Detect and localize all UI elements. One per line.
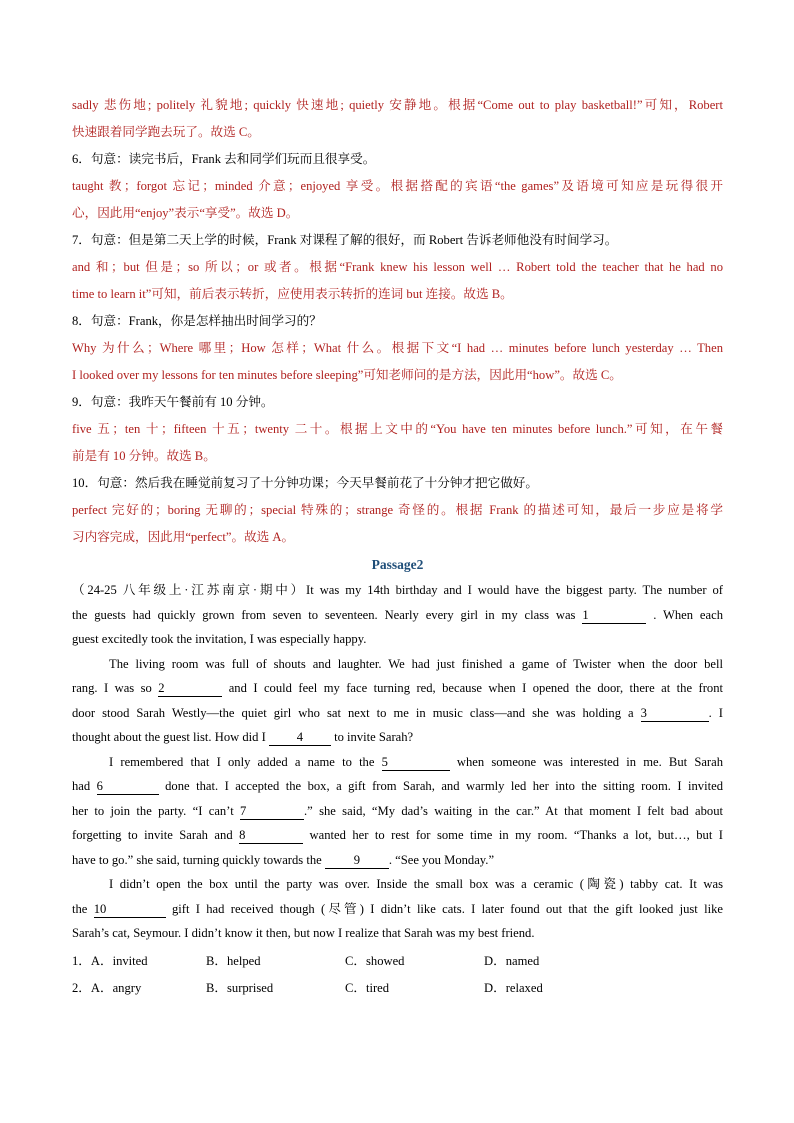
question-translation-line: 9．句意：我昨天午餐前有 10 分钟。 bbox=[72, 395, 274, 409]
blank-9: 9 bbox=[325, 853, 389, 869]
question-translation-line: 7．句意：但是第二天上学的时候，Frank 对课程了解的很好，而 Robert 告诉老师他没有时间学习。 bbox=[72, 233, 618, 247]
passage-text: thought about the guest list. How did I bbox=[72, 730, 269, 744]
passage-text: .” she said, “My dad’s waiting in the car.” At that moment I felt bad about bbox=[304, 803, 723, 818]
passage-text: gift I had received though (尽管) I didn’t like cats. I later found out that the gift looked just like bbox=[165, 901, 723, 916]
passage-text: door stood Sarah Westly—the quiet girl who sat next to me in music class—and she was holding a bbox=[72, 705, 641, 720]
passage-text: her to join the party. “I can’t bbox=[72, 803, 241, 818]
passage-text: . When each bbox=[646, 607, 723, 622]
passage-text: wanted her to rest for some time in my room. “Thanks a lot, but…, but I bbox=[303, 828, 723, 842]
passage-line bbox=[72, 578, 723, 603]
passage-body bbox=[72, 578, 723, 946]
explanation-line: 前是有 10 分钟。故选 B。 bbox=[72, 449, 216, 463]
passage-text: （24-25 八年级上·江苏南京·期中）It was my 14th birthday and I would have the biggest party. The number of bbox=[72, 583, 723, 597]
passage-line bbox=[72, 774, 723, 799]
passage-line bbox=[72, 603, 723, 628]
passage-line bbox=[72, 750, 723, 775]
option-b: B．surprised bbox=[206, 980, 274, 995]
passage-text: and I could feel my face turning red, because when I opened the door, there at the front bbox=[222, 681, 723, 695]
question-translation-line: 10．句意：然后我在睡觉前复习了十分钟功课；今天早餐前花了十分钟才把它做好。 bbox=[72, 476, 538, 490]
question-options-row bbox=[72, 948, 723, 975]
passage-line bbox=[72, 627, 723, 652]
passage-text: rang. I was so bbox=[72, 681, 159, 695]
blank-8: 8 bbox=[239, 828, 303, 844]
explanation-line: taught 教；forgot 忘记；minded 介意；enjoyed 享受。根据搭配的宾语“the games”及语境可知应是玩得很开 bbox=[72, 179, 723, 193]
document-page bbox=[72, 92, 723, 1002]
passage-line bbox=[72, 725, 723, 750]
option-b: B．helped bbox=[206, 953, 261, 968]
blank-2: 2 bbox=[158, 681, 222, 697]
option-a: 1．A．invited bbox=[72, 953, 148, 968]
explanation-line: time to learn it”可知，前后表示转折，应使用表示转折的连词 but 连接。故选 B。 bbox=[72, 287, 513, 301]
blank-7: 7 bbox=[240, 804, 304, 820]
passage-line bbox=[72, 921, 723, 946]
passage-text: the bbox=[72, 901, 94, 916]
blank-3: 3 bbox=[641, 706, 709, 722]
question-translation-line: 8．句意：Frank，你是怎样抽出时间学习的？ bbox=[72, 314, 322, 328]
passage-line bbox=[72, 872, 723, 897]
passage-text: done that. I accepted the box, a gift from Sarah, and warmly led her into the sitting room. I invited bbox=[158, 779, 723, 793]
explanation-line: sadly 悲伤地; politely 礼貌地; quickly 快速地; quietly 安静地。根据“Come out to play basketball!”可知，Robert bbox=[72, 98, 723, 112]
passage-line bbox=[72, 848, 723, 873]
answer-options bbox=[72, 948, 723, 1002]
blank-6: 6 bbox=[97, 779, 159, 795]
passage-line bbox=[72, 676, 723, 701]
explanation-line: 心，因此用“enjoy”表示“享受”。故选 D。 bbox=[72, 206, 299, 220]
passage-text: . I bbox=[708, 705, 723, 720]
explanation-line: I looked over my lessons for ten minutes before sleeping”可知老师问的是方法，因此用“how”。故选 C。 bbox=[72, 368, 622, 382]
passage-line bbox=[72, 897, 723, 922]
option-d: D．relaxed bbox=[484, 980, 543, 995]
passage-text: the guests had quickly grown from seven to seventeen. Nearly every girl in my class was bbox=[72, 607, 583, 622]
option-c: C．showed bbox=[345, 953, 405, 968]
blank-4: 4 bbox=[269, 730, 331, 746]
passage-text: have to go.” she said, turning quickly towards the bbox=[72, 852, 325, 867]
question-translation-line: 6．句意：读完书后，Frank 去和同学们玩而且很享受。 bbox=[72, 152, 376, 166]
passage-text: guest excitedly took the invitation, I was especially happy. bbox=[72, 632, 367, 646]
explanation-line: Why 为什么；Where 哪里；How 怎样；What 什么。根据下文“I had … minutes before lunch yesterday … Then bbox=[72, 341, 723, 355]
passage-text: forgetting to invite Sarah and bbox=[72, 828, 240, 842]
passage-text: Sarah’s cat, Seymour. I didn’t know it then, but now I realize that Sarah was my best friend. bbox=[72, 926, 535, 940]
explanation-line: perfect 完好的；boring 无聊的；special 特殊的；strange 奇怪的。根据 Frank 的描述可知，最后一步应是将学 bbox=[72, 503, 723, 517]
passage-line bbox=[72, 652, 723, 677]
question-options-row bbox=[72, 975, 723, 1002]
passage-line bbox=[72, 701, 723, 726]
explanation-line: and 和；but 但是；so 所以；or 或者。根据“Frank knew his lesson well … Robert told the teacher that he had no bbox=[72, 260, 723, 274]
passage-text: to invite Sarah? bbox=[330, 730, 414, 744]
blank-1: 1 bbox=[582, 608, 646, 624]
option-a: 2．A．angry bbox=[72, 980, 142, 995]
passage-text: when someone was interested in me. But Sarah bbox=[449, 754, 723, 769]
option-d: D．named bbox=[484, 953, 540, 968]
blank-10: 10 bbox=[94, 902, 166, 918]
answer-explanations bbox=[72, 92, 723, 551]
passage-text: . “See you Monday.” bbox=[388, 852, 495, 867]
option-c: C．tired bbox=[345, 980, 390, 995]
explanation-line: 习内容完成，因此用“perfect”。故选 A。 bbox=[72, 530, 295, 544]
passage-title: Passage2 bbox=[371, 557, 424, 572]
passage-text: had bbox=[72, 779, 97, 793]
explanation-line: 快速跟着同学跑去玩了。故选 C。 bbox=[72, 125, 260, 139]
blank-5: 5 bbox=[382, 755, 450, 771]
passage-line bbox=[72, 823, 723, 848]
passage-text: The living room was full of shouts and laughter. We had just finished a game of Twister when the door bell bbox=[109, 656, 723, 671]
passage-text: I didn’t open the box until the party was over. Inside the small box was a ceramic (陶瓷) tabby cat. It was bbox=[109, 877, 723, 891]
passage-line bbox=[72, 799, 723, 824]
passage-text: I remembered that I only added a name to the bbox=[109, 754, 382, 769]
explanation-line: five 五；ten 十；fifteen 十五；twenty 二十。根据上文中的“You have ten minutes before lunch.”可知，在午餐 bbox=[72, 422, 723, 436]
